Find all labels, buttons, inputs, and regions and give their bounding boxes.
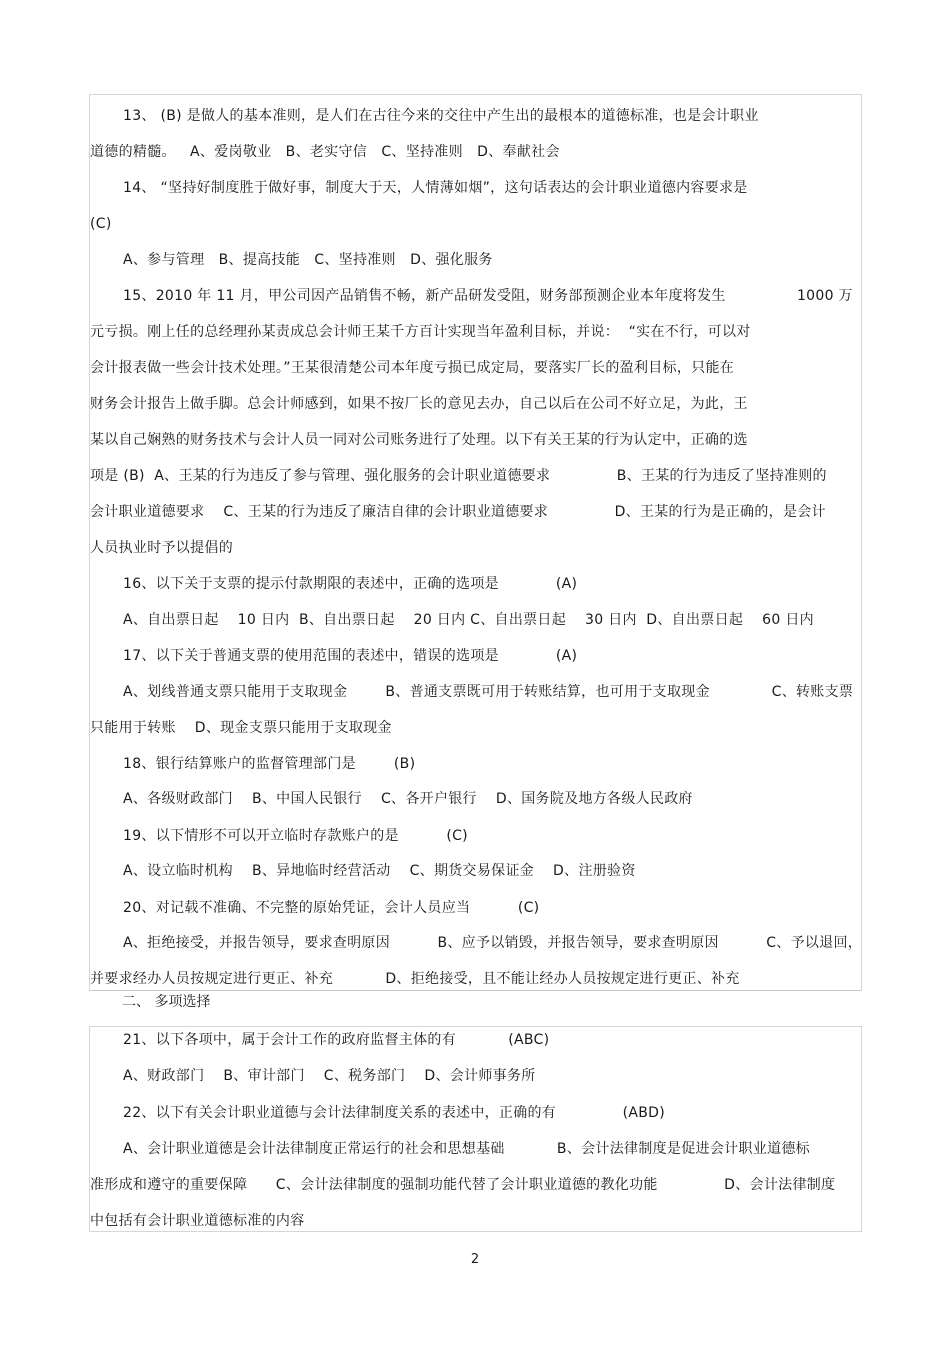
text-line: A、自出票日起 10 日内 B、自出票日起 20 日内 C、自出票日起 30 日内 D、自出票日起 60 日内 bbox=[123, 612, 814, 628]
text-line: A、参与管理 B、提高技能 C、坚持准则 D、强化服务 bbox=[123, 252, 493, 268]
text-line: 某以自己娴熟的财务技术与会计人员一同对公司账务进行了处理。以下有关王某的行为认定中，正确的选 bbox=[90, 432, 748, 448]
text-line: 财务会计报告上做手脚。总会计师感到，如果不按厂长的意见去办，自己以后在公司不好立足，为此，王 bbox=[90, 396, 748, 412]
text-line: 只能用于转账 D、现金支票只能用于支取现金 bbox=[90, 720, 392, 736]
text-line: A、设立临时机构 B、异地临时经营活动 C、期货交易保证金 D、注册验资 bbox=[123, 863, 636, 879]
text-line: 14、 “坚持好制度胜于做好事，制度大于天，人情薄如烟”，这句话表达的会计职业道德内容要求是 bbox=[123, 180, 748, 196]
text-line: 并要求经办人员按规定进行更正、补充 D、拒绝接受，且不能让经办人员按规定进行更正、补充 bbox=[90, 971, 740, 987]
text-line: (C) bbox=[90, 216, 112, 232]
text-line: A、各级财政部门 B、中国人民银行 C、各开户银行 D、国务院及地方各级人民政府 bbox=[123, 791, 693, 807]
text-line: 人员执业时予以提倡的 bbox=[90, 540, 233, 556]
text-line: 会计职业道德要求 C、王某的行为违反了廉洁自律的会计职业道德要求 D、王某的行为是正确的，是会计 bbox=[90, 504, 826, 520]
text-line: 中包括有会计职业道德标准的内容 bbox=[90, 1213, 305, 1229]
text-line: 道德的精髓。 A、爱岗敬业 B、老实守信 C、坚持准则 D、奉献社会 bbox=[90, 144, 560, 160]
text-line: 19、以下情形不可以开立临时存款账户的是 (C) bbox=[123, 828, 468, 844]
text-line: 15、2010 年 11 月，甲公司因产品销售不畅，新产品研发受阻，财务部预测企业本年度将发生 1000 万 bbox=[123, 288, 853, 304]
text-line: 16、以下关于支票的提示付款期限的表述中，正确的选项是 (A) bbox=[123, 576, 578, 592]
page-number: 2 bbox=[470, 1252, 480, 1267]
section-heading-multiple-choice: 二、 多项选择 bbox=[122, 992, 214, 1012]
text-line: 元亏损。刚上任的总经理孙某责成总会计师王某千方百计实现当年盈利目标，并说： “实在不行，可以对 bbox=[90, 324, 751, 340]
text-line: 22、以下有关会计职业道德与会计法律制度关系的表述中，正确的有 (ABD) bbox=[123, 1105, 666, 1121]
text-line: 17、以下关于普通支票的使用范围的表述中，错误的选项是 (A) bbox=[123, 648, 578, 664]
text-line: A、拒绝接受，并报告领导，要求查明原因 B、应予以销毁，并报告领导，要求查明原因 C、予以退回， bbox=[123, 935, 863, 951]
text-line: 准形成和遵守的重要保障 C、会计法律制度的强制功能代替了会计职业道德的教化功能 D、会计法律制度 bbox=[90, 1177, 836, 1193]
text-line: A、会计职业道德是会计法律制度正常运行的社会和思想基础 B、会计法律制度是促进会计职业道德标 bbox=[123, 1141, 810, 1157]
text-line: 会计报表做一些会计技术处理。”王某很清楚公司本年度亏损已成定局，要落实厂长的盈利目标，只能在 bbox=[90, 360, 735, 376]
content-frame-bottom bbox=[89, 1026, 862, 1232]
text-line: 20、对记载不准确、不完整的原始凭证，会计人员应当 (C) bbox=[123, 900, 540, 916]
text-line: 项是 (B) A、王某的行为违反了参与管理、强化服务的会计职业道德要求 B、王某的行为违反了坚持准则的 bbox=[90, 468, 827, 484]
text-line: 13、 (B) 是做人的基本准则，是人们在古往今来的交往中产生出的最根本的道德标准，也是会计职业 bbox=[123, 108, 759, 124]
text-line: 18、银行结算账户的监督管理部门是 (B) bbox=[123, 756, 416, 772]
text-line: A、财政部门 B、审计部门 C、税务部门 D、会计师事务所 bbox=[123, 1068, 536, 1084]
text-line: 21、以下各项中，属于会计工作的政府监督主体的有 (ABC) bbox=[123, 1032, 550, 1048]
text-line: A、划线普通支票只能用于支取现金 B、普通支票既可用于转账结算，也可用于支取现金 C、转账支票 bbox=[123, 684, 854, 700]
